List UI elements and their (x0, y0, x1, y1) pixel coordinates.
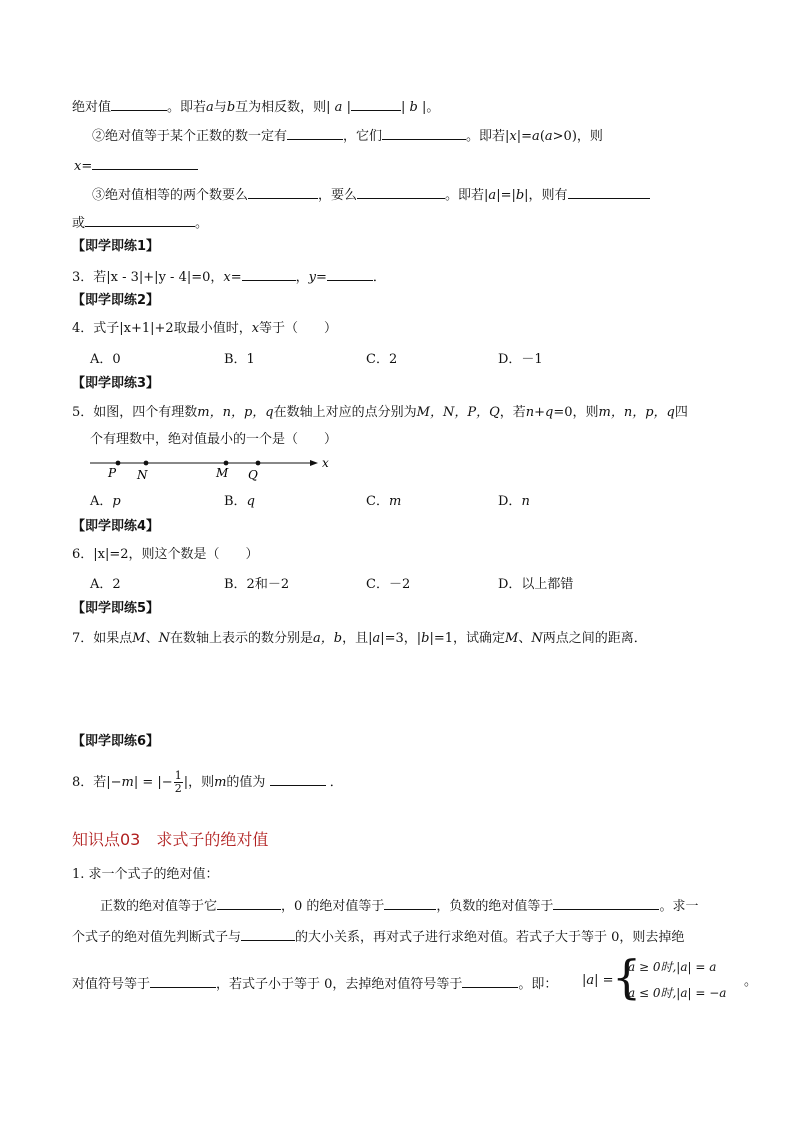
text: >0)，则 (552, 129, 603, 144)
point-label-p: P (108, 466, 117, 480)
text: = (316, 270, 327, 285)
text: 对值符号等于 (72, 977, 151, 992)
definition-line-4 (92, 184, 650, 205)
option-a[interactable] (90, 490, 121, 509)
formula-case-1: a ≥ 0时,|a| = a (628, 960, 717, 974)
text: 。求一 (659, 899, 699, 914)
text: 与 (213, 100, 227, 115)
text: q (246, 494, 255, 509)
text: 互为相反数，则| (235, 100, 331, 115)
var-x: x (251, 321, 260, 336)
var-a: a (544, 129, 553, 144)
text: |，则 (183, 775, 215, 790)
text: ，若式子小于等于 0，去掉绝对值符号等于 (216, 977, 463, 992)
section-heading (72, 831, 268, 849)
section-title: 求式子的绝对值 (156, 830, 269, 849)
practice-label-2: 【即学即练2】 (72, 293, 160, 308)
question-8 (72, 770, 343, 795)
sentence-end: 。 (744, 974, 758, 989)
fill-blank[interactable] (351, 96, 401, 111)
text: m，n，p，q (197, 405, 274, 420)
var-y: y (308, 270, 317, 285)
point-n-dot (144, 461, 149, 466)
practice-label-1: 【即学即练1】 (72, 239, 160, 254)
fill-blank[interactable] (553, 895, 659, 910)
fill-blank[interactable] (217, 895, 281, 910)
text: 3．若|x - 3|+|y - 4|=0， (72, 270, 224, 285)
option-b[interactable]: B．1 (224, 352, 255, 367)
section-number: 知识点03 (72, 830, 141, 849)
text: 的值为 (226, 775, 266, 790)
option-a[interactable]: A．2 (90, 577, 121, 592)
fill-blank[interactable] (150, 973, 216, 988)
text: ． (329, 775, 343, 790)
text: 4．式子|x+1|+2取最小值时， (72, 321, 252, 336)
text: |=1，试确定 (429, 631, 506, 646)
fill-blank[interactable] (241, 926, 295, 941)
subsection-title: 1. 求一个式子的绝对值： (72, 867, 219, 882)
option-d[interactable]: D．以上都错 (498, 577, 574, 592)
var-a: a (334, 100, 343, 115)
var-a: a (532, 129, 540, 144)
text: 、 (518, 631, 532, 646)
text: 5．如图，四个有理数 (72, 405, 198, 420)
var-b: b (226, 100, 236, 115)
fill-blank[interactable] (287, 125, 343, 140)
text: B． (224, 494, 247, 509)
text: | (346, 100, 351, 115)
point-label-q: Q (248, 468, 258, 482)
text: m，n，p，q (598, 405, 675, 420)
practice-label-4: 【即学即练4】 (72, 519, 160, 534)
text: ②绝对值等于某个正数的数一定有 (92, 129, 288, 144)
definition-line-3 (74, 155, 198, 176)
text: 。即若| (445, 188, 489, 203)
rule-line-3 (72, 973, 557, 994)
text: M，N，P，Q (416, 405, 500, 420)
text: D． (498, 494, 522, 509)
text: 绝对值 (72, 100, 112, 115)
text: = (230, 270, 242, 285)
question-6: 6．|x|=2，则这个数是（ ） (72, 547, 259, 562)
question-5-line-1 (72, 404, 688, 422)
text: ，负数的绝对值等于 (436, 899, 554, 914)
fill-blank[interactable] (111, 96, 167, 111)
formula-case-2: a ≤ 0时,|a| = −a (628, 986, 727, 1000)
text: ，它们 (343, 129, 383, 144)
var-m: m (121, 775, 134, 790)
point-label-m: M (216, 466, 229, 480)
text: n+q (525, 405, 554, 420)
var-x: x (74, 159, 82, 174)
text: 四 (674, 405, 688, 420)
option-b[interactable]: B．2和－2 (224, 577, 290, 592)
number-line-figure (86, 452, 336, 482)
fill-blank[interactable] (248, 184, 318, 199)
fraction-one-half (174, 770, 183, 795)
text: ，要么 (318, 188, 358, 203)
text: 个式子的绝对值先判断式子与 (72, 930, 242, 945)
fill-blank[interactable] (85, 212, 195, 227)
text: M (505, 631, 519, 646)
text: |= (516, 129, 533, 144)
point-label-n: N (137, 468, 148, 482)
question-5-line-2: 个有理数中，绝对值最小的一个是（ ） (90, 432, 338, 447)
text: N (158, 631, 170, 646)
fill-blank[interactable] (462, 973, 518, 988)
text: 8．若|− (72, 775, 122, 790)
text: 。即若 (167, 100, 207, 115)
fill-blank[interactable] (357, 184, 445, 199)
var-a: a (206, 100, 214, 115)
formula-lhs: |a| = (582, 973, 614, 988)
question-7 (72, 630, 647, 648)
numerator: 1 (174, 769, 182, 782)
text: ( (539, 129, 545, 144)
practice-label-5: 【即学即练5】 (72, 601, 160, 616)
definition-line-2 (92, 125, 603, 146)
text: 。即： (518, 977, 558, 992)
text: |。 (421, 100, 440, 115)
text: 在数轴上对应的点分别为 (273, 405, 417, 420)
option-c[interactable] (366, 490, 401, 509)
denominator: 2 (174, 782, 182, 795)
point-q-dot (256, 461, 261, 466)
text: p (112, 494, 121, 509)
point-p-dot (116, 461, 121, 466)
var-b: b (409, 100, 418, 115)
fill-blank[interactable] (382, 125, 466, 140)
option-b[interactable] (224, 490, 255, 509)
text: 在数轴上表示的数分别是 (169, 631, 313, 646)
text: m (388, 494, 402, 509)
text: ，0 的绝对值等于 (281, 899, 385, 914)
text: n (521, 494, 530, 509)
var-m: m (214, 775, 227, 790)
option-d[interactable]: D．－1 (498, 352, 543, 367)
text: |=| (496, 188, 516, 203)
text: 。即若| (466, 129, 510, 144)
fill-blank[interactable] (92, 155, 198, 170)
option-c[interactable]: C．2 (366, 352, 398, 367)
text: ，若 (499, 405, 526, 420)
definition-line-1 (72, 96, 439, 117)
text: ， (295, 270, 309, 285)
answer-blank[interactable] (270, 771, 326, 786)
fill-blank[interactable] (568, 184, 650, 199)
var-b: b (515, 188, 525, 203)
axis-arrow-icon (310, 460, 318, 466)
text: 的大小关系，再对式子进行求绝对值。若式子大于等于 0，则去掉绝 (295, 930, 685, 945)
text: ，且| (342, 631, 373, 646)
answer-blank-y[interactable] (327, 266, 373, 281)
left-brace-icon: { (612, 950, 642, 1004)
text: C． (366, 494, 389, 509)
text: 或 (72, 216, 86, 231)
text: | = |− (133, 775, 173, 790)
question-3 (72, 266, 386, 287)
text: |，则有 (524, 188, 568, 203)
definition-line-5 (72, 212, 208, 233)
point-m-dot (224, 461, 229, 466)
text: 。 (195, 216, 209, 231)
option-c[interactable]: C．－2 (366, 577, 411, 592)
option-d[interactable] (498, 490, 530, 509)
text: 、 (145, 631, 159, 646)
text: 正数的绝对值等于它 (100, 899, 218, 914)
var-x: x (509, 129, 517, 144)
text: =0，则 (553, 405, 599, 420)
question-4 (72, 320, 337, 338)
axis-label-x: x (322, 456, 329, 470)
text: a (372, 631, 381, 646)
text: = (81, 159, 93, 174)
practice-label-3: 【即学即练3】 (72, 376, 160, 391)
text: a，b (313, 631, 343, 646)
text: | (400, 100, 406, 115)
practice-label-6: 【即学即练6】 (72, 734, 160, 749)
text: b (421, 631, 430, 646)
var-x: x (223, 270, 231, 285)
fill-blank[interactable] (384, 895, 436, 910)
text: A． (90, 494, 113, 509)
text: N (531, 631, 543, 646)
text: 两点之间的距离． (542, 631, 647, 646)
answer-blank-x[interactable] (242, 266, 296, 281)
text: ③绝对值相等的两个数要么 (92, 188, 249, 203)
text: 7．如果点 (72, 631, 133, 646)
text: |=3，| (380, 631, 422, 646)
text: ． (372, 270, 386, 285)
var-a: a (488, 188, 497, 203)
option-a[interactable]: A．0 (90, 352, 121, 367)
piecewise-formula (582, 950, 742, 1006)
rule-line-2 (72, 926, 684, 947)
text: M (132, 631, 146, 646)
text: 等于（ ） (259, 321, 338, 336)
rule-line-1 (100, 895, 698, 916)
